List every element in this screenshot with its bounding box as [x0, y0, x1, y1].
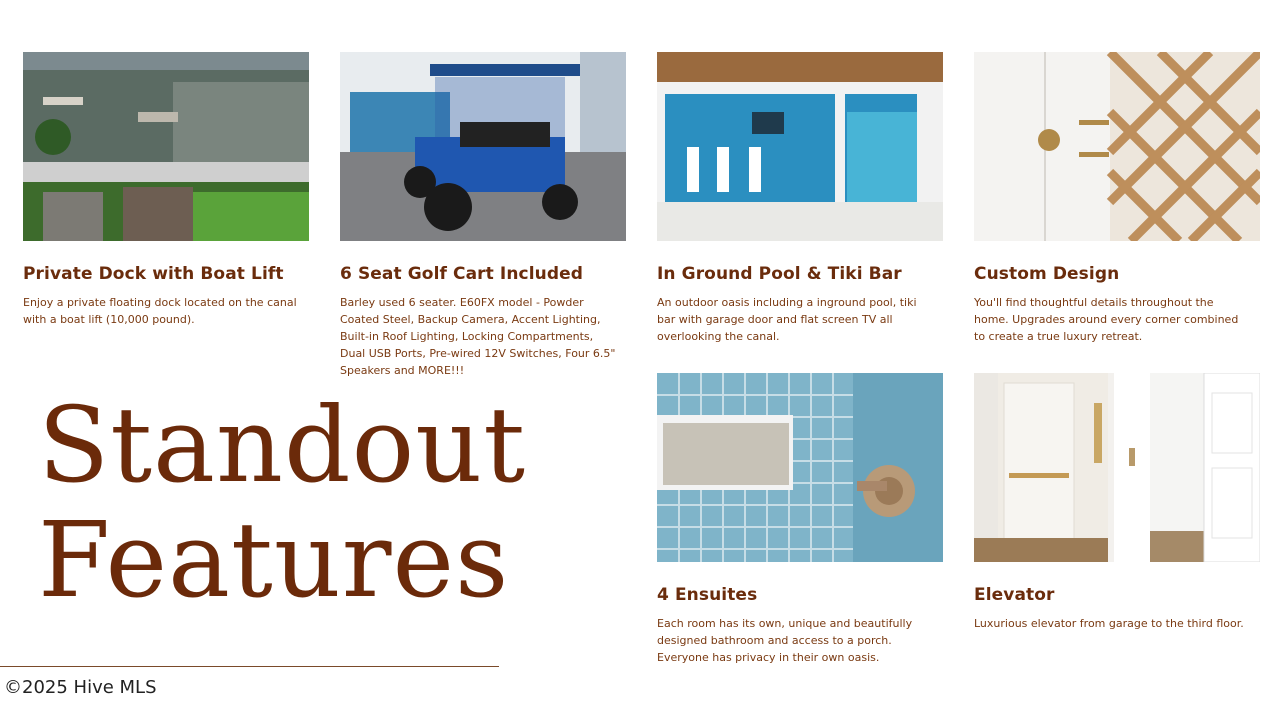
page-title-line-1: Standout [38, 384, 526, 506]
feature-desc-pool-tiki: An outdoor oasis including a inground pool, tiki bar with garage door and flat screen TV all overlooking the canal. [657, 296, 917, 343]
door-tile-photo [974, 52, 1260, 241]
feature-desc-ensuites: Each room has its own, unique and beautifully designed bathroom and access to a porch. Everyone has privacy in their own oasis. [657, 617, 913, 664]
footer-divider [0, 666, 499, 667]
feature-desc-elevator: Luxurious elevator from garage to the third floor. [974, 617, 1244, 630]
feature-desc-custom-design: You'll find thoughtful details throughout the home. Upgrades around every corner combined to create a true luxury retreat. [974, 296, 1239, 343]
feature-desc-private-dock: Enjoy a private floating dock located on the canal with a boat lift (10,000 pound). [23, 296, 297, 326]
feature-title-private-dock: Private Dock with Boat Lift [23, 264, 284, 284]
copyright-text: ©2025 Hive MLS [4, 677, 157, 698]
page-title-line-2: Features [38, 499, 510, 621]
feature-title-pool-tiki: In Ground Pool & Tiki Bar [657, 264, 902, 284]
golf-cart-photo [340, 52, 626, 241]
feature-title-golf-cart: 6 Seat Golf Cart Included [340, 264, 583, 284]
shower-tile-photo [657, 373, 943, 562]
dock-photo [23, 52, 309, 241]
elevator-photo [974, 373, 1260, 562]
feature-title-custom-design: Custom Design [974, 264, 1120, 284]
pool-bar-photo [657, 52, 943, 241]
feature-title-elevator: Elevator [974, 585, 1055, 605]
feature-desc-golf-cart: Barley used 6 seater. E60FX model - Powder Coated Steel, Backup Camera, Accent Lighting, Built-in Roof Lighting, Locking Compartments, Dual USB Ports, Pre-wired 12V Switches, Four 6.5" Speakers and MORE!!! [340, 296, 616, 377]
feature-title-ensuites: 4 Ensuites [657, 585, 758, 605]
